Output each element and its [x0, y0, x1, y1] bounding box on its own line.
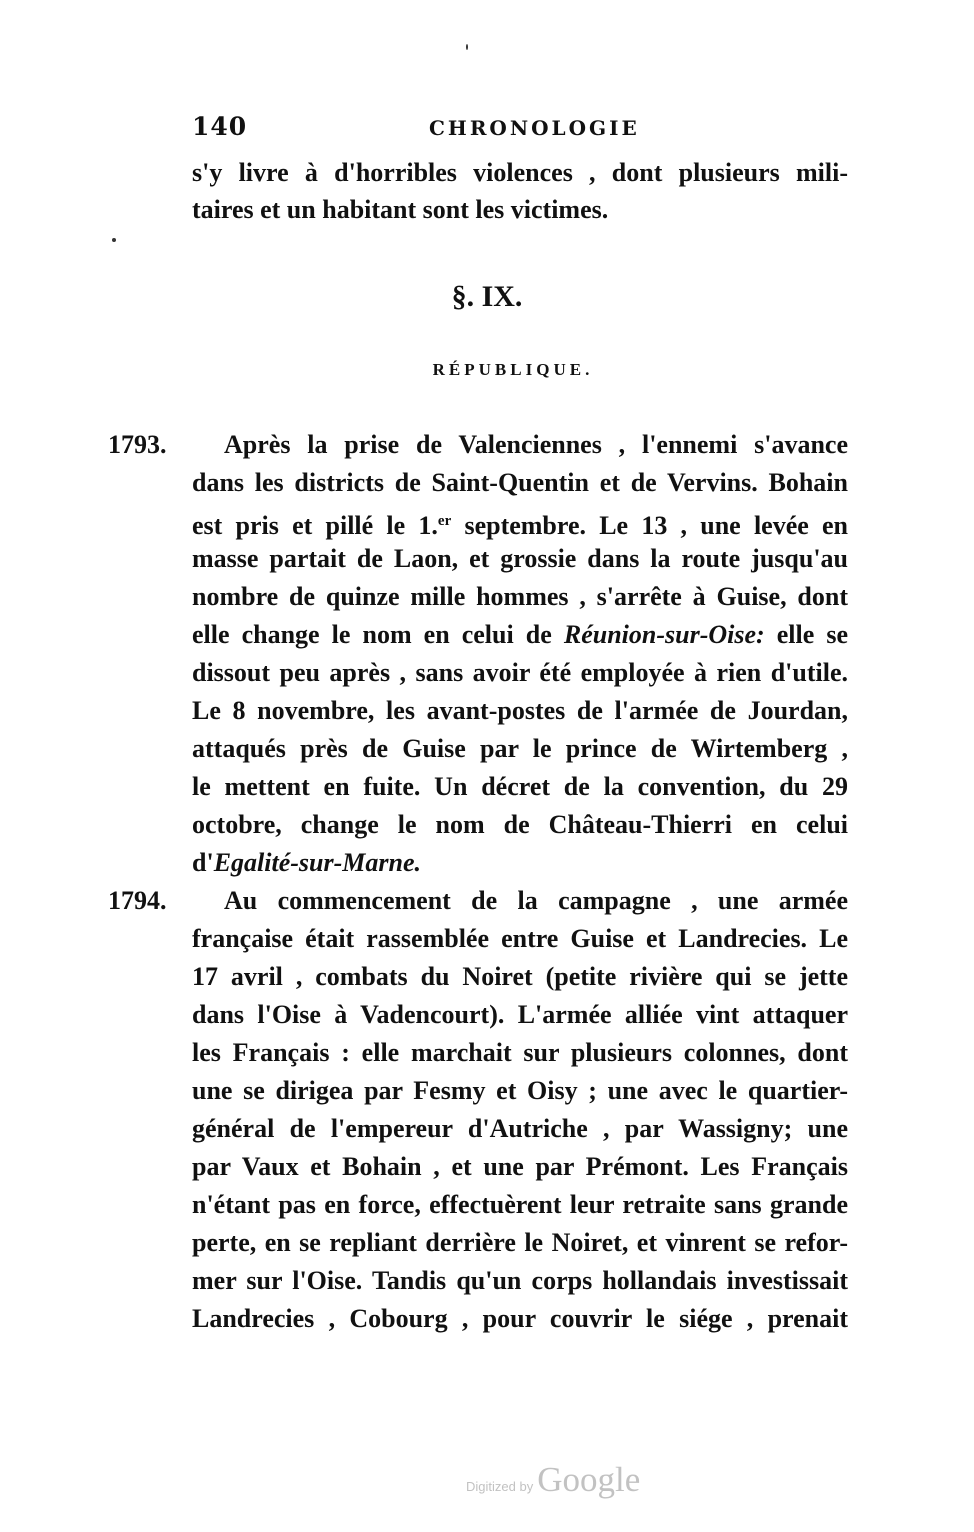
entry-1794-line-4: dans l'Oise à Vadencourt). L'armée alliée vint attaquer [192, 1000, 848, 1029]
text-run: elle se [764, 620, 849, 649]
running-head: CHRONOLOGIE [429, 116, 640, 140]
entry-1793-line-5: nombre de quinze mille hommes , s'arrête à Guise, dont [192, 582, 848, 611]
entry-1794-line-12: Landrecies , Cobourg , pour couvrir le siége , prenait [192, 1304, 848, 1333]
watermark-logo-text: Google [537, 1460, 641, 1499]
entry-1794-line-5: les Français : elle marchait sur plusieurs colonnes, dont [192, 1038, 848, 1067]
text-run: elle change le nom en celui de [192, 620, 564, 649]
italic-place-name: Réunion-sur-Oise: [563, 620, 765, 649]
entry-1793-line-9: attaqués près de Guise par le prince de Wirtemberg , [192, 734, 848, 763]
entry-1793-line-4: masse partait de Laon, et grossie dans la route jusqu'au [192, 544, 848, 573]
entry-1793-line-1: Après la prise de Valenciennes , l'ennemi s'avance [224, 430, 848, 459]
entry-1793-line-7: dissout peu après , sans avoir été employée à rien d'utile. [192, 658, 848, 687]
text-run: septembre. Le 13 , une levée en [451, 511, 849, 540]
section-title: RÉPUBLIQUE. [432, 360, 594, 379]
year-1793: 1793. [108, 430, 167, 459]
entry-1794-line-6: une se dirigea par Fesmy et Oisy ; une avec le quartier- [192, 1076, 848, 1105]
page-header [192, 112, 848, 148]
section-number: §. IX. [451, 280, 523, 313]
scan-speck [112, 238, 116, 242]
entry-1794-line-3: 17 avril , combats du Noiret (petite rivière qui se jette [192, 962, 848, 991]
year-1794: 1794. [108, 886, 167, 915]
text-run: d' [192, 848, 214, 877]
entry-1793-line-3 [192, 504, 848, 543]
entry-1793-line-6 [192, 618, 848, 652]
entry-1794-line-7: général de l'empereur d'Autriche , par Wassigny; une [192, 1114, 848, 1143]
entry-1794-line-9: n'étant pas en force, effectuèrent leur retraite sans grande [192, 1190, 848, 1219]
digitized-by-google-watermark [466, 1460, 640, 1500]
entry-1793-line-10: le mettent en fuite. Un décret de la convention, du 29 [192, 772, 848, 801]
watermark-small-text: Digitized by [466, 1479, 534, 1494]
continuation-line-1: s'y livre à d'horribles violences , dont plusieurs mili- [192, 158, 848, 187]
entry-1793-line-2: dans les districts de Saint-Quentin et de Vervins. Bohain [192, 468, 848, 497]
entry-1794-line-1: Au commencement de la campagne , une armée [224, 886, 848, 915]
entry-1793-line-11: octobre, change le nom de Château-Thierri en celui [192, 810, 848, 839]
entry-1794-line-11: mer sur l'Oise. Tandis qu'un corps hollandais investissait [192, 1266, 848, 1295]
continuation-line-2: taires et un habitant sont les victimes. [192, 195, 609, 224]
page-number: 140 [192, 112, 248, 141]
entry-1794-line-2: française était rassemblée entre Guise et Landrecies. Le [192, 924, 848, 953]
superscript: er [437, 513, 452, 529]
italic-place-name: Egalité-sur-Marne. [213, 848, 421, 877]
entry-1794-line-10: perte, en se repliant derrière le Noiret, et vinrent se refor- [192, 1228, 848, 1257]
entry-1794-line-8: par Vaux et Bohain , et une par Prémont. Les Français [192, 1152, 848, 1181]
scan-speck [466, 44, 468, 50]
entry-1793-line-12 [192, 846, 848, 880]
entry-1793-line-8: Le 8 novembre, les avant-postes de l'armée de Jourdan, [192, 696, 848, 725]
text-run: est pris et pillé le 1. [192, 511, 438, 540]
